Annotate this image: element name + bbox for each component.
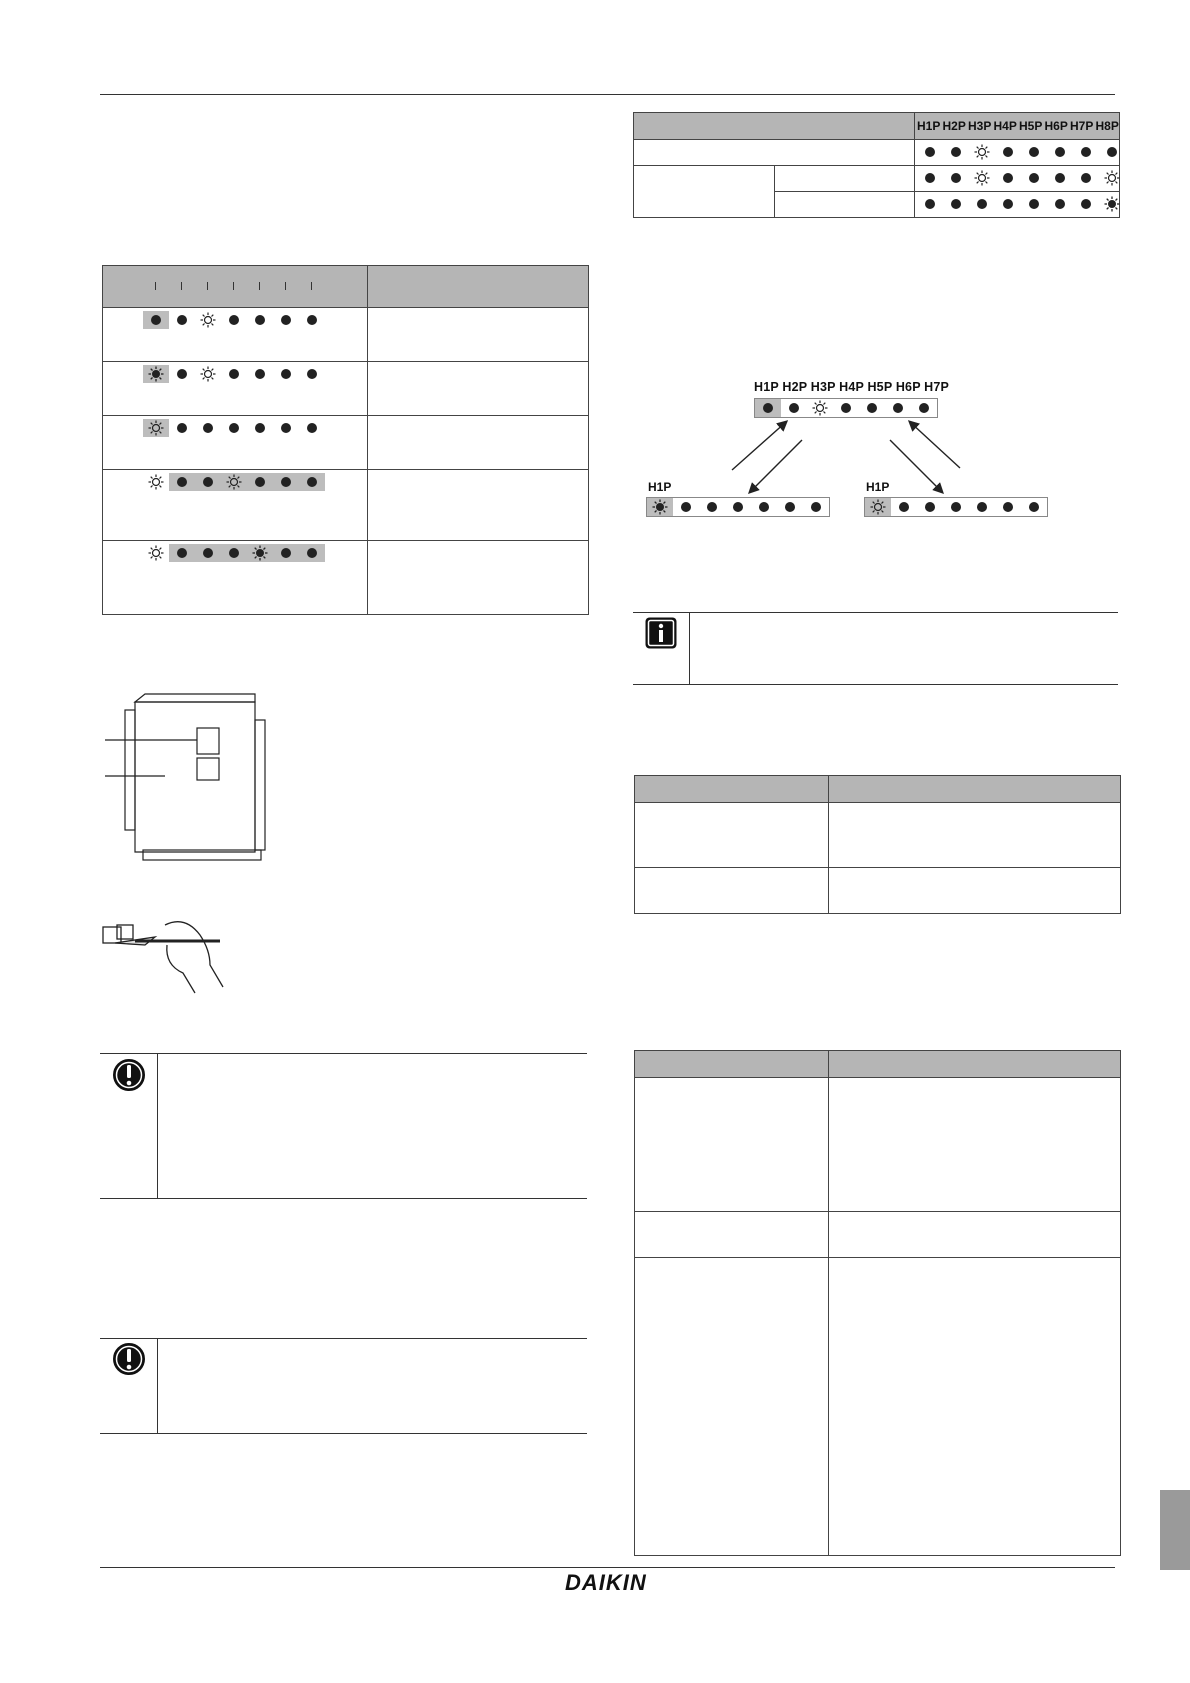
led-on-icon bbox=[974, 144, 990, 160]
led-off-icon bbox=[255, 423, 265, 433]
led-off-icon bbox=[229, 315, 239, 325]
led-label-h2p: H2P bbox=[942, 119, 966, 133]
led-off-icon bbox=[151, 315, 161, 325]
led-on-icon bbox=[200, 366, 216, 382]
led-row-5 bbox=[143, 544, 325, 562]
led-off-icon bbox=[203, 548, 213, 558]
led-blink-icon bbox=[1104, 196, 1120, 212]
notice-1-top-rule bbox=[100, 1053, 587, 1054]
led-off-icon bbox=[281, 548, 291, 558]
led-blink-icon bbox=[652, 499, 668, 515]
chapter-tab bbox=[1160, 1490, 1190, 1570]
exclamation-icon bbox=[112, 1058, 146, 1092]
led-off-icon bbox=[255, 477, 265, 487]
led-off-icon bbox=[307, 369, 317, 379]
led-off-icon bbox=[229, 548, 239, 558]
led-header-table bbox=[633, 112, 1120, 218]
led-on-icon bbox=[148, 420, 164, 436]
led-off-icon bbox=[177, 315, 187, 325]
info-bottom-rule bbox=[633, 684, 1118, 685]
diagram-right-label: H1P bbox=[866, 480, 890, 494]
led-off-icon bbox=[177, 477, 187, 487]
right-table-2 bbox=[634, 1050, 1121, 1556]
led-off-icon bbox=[177, 369, 187, 379]
led-on-icon bbox=[148, 474, 164, 490]
led-on-icon bbox=[148, 545, 164, 561]
led-table-header bbox=[103, 266, 588, 307]
led-on-icon bbox=[226, 474, 242, 490]
led-label-h5p: H5P bbox=[1019, 119, 1043, 133]
hand-pen-illustration bbox=[95, 915, 235, 995]
led-off-icon bbox=[229, 423, 239, 433]
daikin-logo: DAIKIN bbox=[565, 1570, 647, 1595]
led-off-icon bbox=[229, 369, 239, 379]
led-blink-icon bbox=[252, 545, 268, 561]
led-off-icon bbox=[281, 369, 291, 379]
notice-2-top-rule bbox=[100, 1338, 587, 1339]
led-on-icon bbox=[974, 170, 990, 186]
led-on-icon bbox=[870, 499, 886, 515]
led-off-icon bbox=[307, 315, 317, 325]
right-table-1 bbox=[634, 775, 1121, 914]
led-state-table bbox=[102, 265, 589, 615]
info-icon bbox=[644, 616, 678, 650]
diagram-right-led-strip bbox=[864, 497, 1048, 517]
led-off-icon bbox=[203, 423, 213, 433]
led-label-h8p: H8P bbox=[1095, 119, 1119, 133]
led-off-icon bbox=[281, 315, 291, 325]
led-off-icon bbox=[203, 477, 213, 487]
led-off-icon bbox=[177, 548, 187, 558]
page-bottom-rule bbox=[100, 1567, 1115, 1568]
led-off-icon bbox=[281, 477, 291, 487]
info-top-rule bbox=[633, 612, 1118, 613]
led-label-h3p: H3P bbox=[968, 119, 992, 133]
led-off-icon bbox=[281, 423, 291, 433]
led-off-icon bbox=[255, 369, 265, 379]
diagram-left-led-strip bbox=[646, 497, 830, 517]
led-label-h6p: H6P bbox=[1044, 119, 1068, 133]
led-row-1 bbox=[143, 311, 325, 329]
led-label-h4p: H4P bbox=[993, 119, 1017, 133]
switch-box-illustration bbox=[105, 690, 275, 870]
led-blink-icon bbox=[148, 366, 164, 382]
led-on-icon bbox=[200, 312, 216, 328]
led-row-2 bbox=[143, 365, 325, 383]
led-label-h1p: H1P bbox=[917, 119, 941, 133]
diagram-top-labels: H1P H2P H3P H4P H5P H6P H7P bbox=[754, 380, 950, 394]
led-row-3 bbox=[143, 419, 325, 437]
led-on-icon bbox=[1104, 170, 1120, 186]
led-label-h7p: H7P bbox=[1070, 119, 1094, 133]
led-row-4 bbox=[143, 473, 325, 491]
led-off-icon bbox=[307, 477, 317, 487]
led-header-row-3 bbox=[917, 195, 1125, 213]
led-off-icon bbox=[307, 548, 317, 558]
led-header-row-2 bbox=[917, 169, 1125, 187]
led-off-icon bbox=[307, 423, 317, 433]
notice-2-bottom-rule bbox=[100, 1433, 587, 1434]
page-top-rule bbox=[100, 94, 1115, 95]
led-off-icon bbox=[177, 423, 187, 433]
exclamation-icon bbox=[112, 1342, 146, 1376]
led-header-row-1 bbox=[917, 143, 1125, 161]
diagram-left-label: H1P bbox=[648, 480, 672, 494]
diagram-arrows bbox=[720, 410, 980, 500]
notice-1-bottom-rule bbox=[100, 1198, 587, 1199]
led-off-icon bbox=[255, 315, 265, 325]
